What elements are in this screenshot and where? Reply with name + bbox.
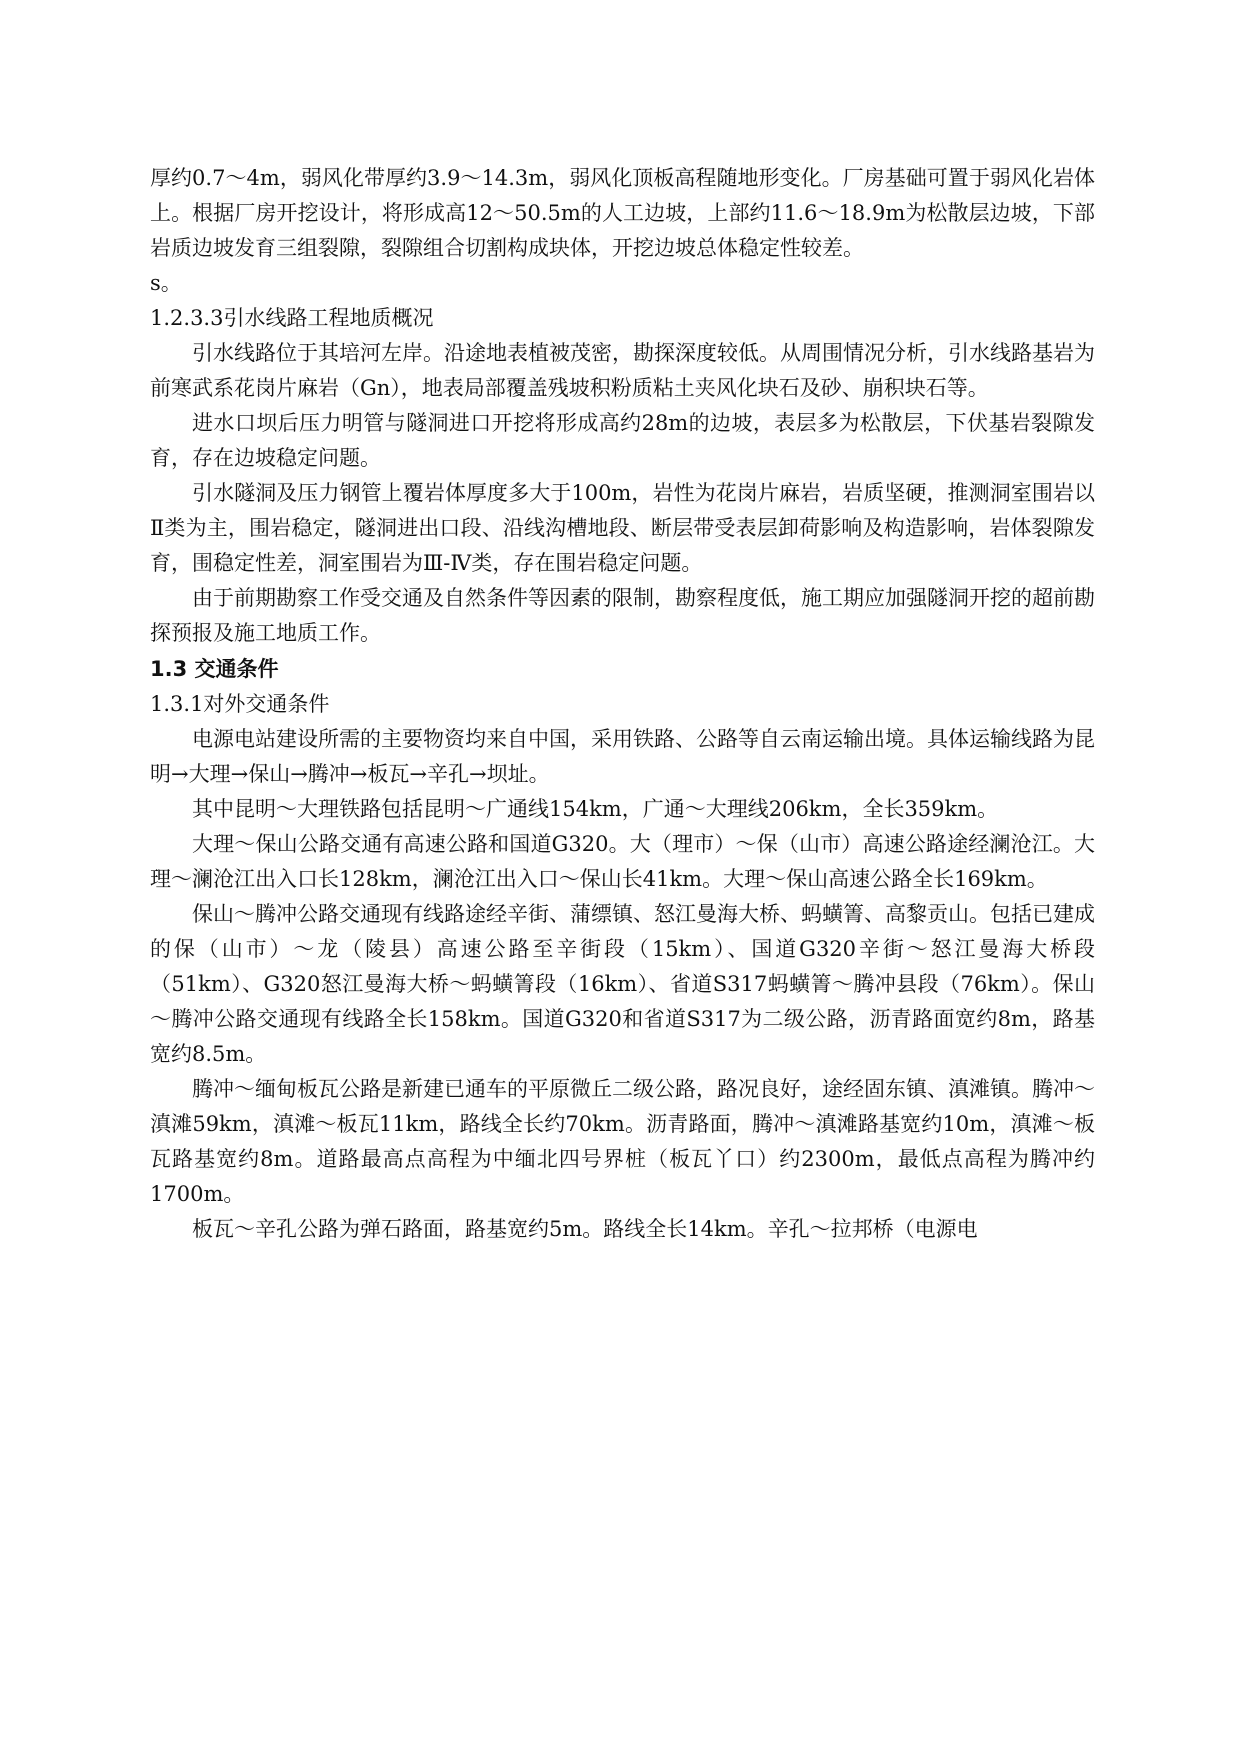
- section-heading-1-2-3-3: 1.2.3.3引水线路工程地质概况: [150, 306, 434, 330]
- paragraph-traffic-6: 板瓦～辛孔公路为弹石路面，路基宽约5m。路线全长14km。辛孔～拉邦桥（电源电: [192, 1217, 978, 1241]
- paragraph-intro: 厚约0.7～4m，弱风化带厚约3.9～14.3m，弱风化顶板高程随地形变化。厂房基础可置于弱风化岩体上。根据厂房开挖设计，将形成高12～50.5m的人工边坡，上部约11.6～18.9m为松散层边坡，下部岩质边坡发育三组裂隙，裂隙组合切割构成块体，开挖边坡总体稳定性较差。: [150, 166, 1095, 260]
- section-heading-1-3-1: 1.3.1对外交通条件: [150, 692, 330, 716]
- paragraph-stray: s。: [150, 271, 182, 295]
- paragraph-route-3: 引水隧洞及压力钢管上覆岩体厚度多大于100m，岩性为花岗片麻岩，岩质坚硬，推测洞室围岩以Ⅱ类为主，围岩稳定，隧洞进出口段、沿线沟槽地段、断层带受表层卸荷影响及构造影响，岩体裂隙发育，围稳定性差，洞室围岩为Ⅲ-Ⅳ类，存在围岩稳定问题。: [150, 481, 1095, 575]
- paragraph-route-2: 进水口坝后压力明管与隧洞进口开挖将形成高约28m的边坡，表层多为松散层，下伏基岩裂隙发育，存在边坡稳定问题。: [150, 411, 1095, 470]
- paragraph-traffic-3: 大理～保山公路交通有高速公路和国道G320。大（理市）～保（山市）高速公路途经澜沧江。大理～澜沧江出入口长128km，澜沧江出入口～保山长41km。大理～保山高速公路全长169km。: [150, 832, 1095, 891]
- paragraph-route-1: 引水线路位于其培河左岸。沿途地表植被茂密，勘探深度较低。从周围情况分析，引水线路基岩为前寒武系花岗片麻岩（Gn），地表局部覆盖残坡积粉质粘土夹风化块石及砂、崩积块石等。: [150, 341, 1095, 400]
- paragraph-route-4: 由于前期勘察工作受交通及自然条件等因素的限制，勘察程度低，施工期应加强隧洞开挖的超前勘探预报及施工地质工作。: [150, 586, 1095, 645]
- paragraph-traffic-5: 腾冲～缅甸板瓦公路是新建已通车的平原微丘二级公路，路况良好，途经固东镇、滇滩镇。腾冲～滇滩59km，滇滩～板瓦11km，路线全长约70km。沥青路面，腾冲～滇滩路基宽约10m，滇滩～板瓦路基宽约8m。道路最高点高程为中缅北四号界桩（板瓦丫口）约2300m，最低点高程为腾冲约1700m。: [150, 1077, 1095, 1206]
- paragraph-traffic-4: 保山～腾冲公路交通现有线路途经辛街、蒲缥镇、怒江曼海大桥、蚂蟥箐、高黎贡山。包括已建成的保（山市）～龙（陵县）高速公路至辛街段（15km）、国道G320辛街～怒江曼海大桥段（51km）、G320怒江曼海大桥～蚂蟥箐段（16km）、省道S317蚂蟥箐～腾冲县段（76km）。保山～腾冲公路交通现有线路全长158km。国道G320和省道S317为二级公路，沥青路面宽约8m，路基宽约8.5m。: [150, 902, 1095, 1066]
- paragraph-traffic-2: 其中昆明～大理铁路包括昆明～广通线154km，广通～大理线206km，全长359km。: [192, 797, 999, 821]
- document-page: [150, 161, 1095, 1247]
- paragraph-traffic-1: 电源电站建设所需的主要物资均来自中国，采用铁路、公路等自云南运输出境。具体运输线路为昆明→大理→保山→腾冲→板瓦→辛孔→坝址。: [150, 727, 1095, 786]
- section-heading-1-3: 1.3 交通条件: [150, 657, 279, 681]
